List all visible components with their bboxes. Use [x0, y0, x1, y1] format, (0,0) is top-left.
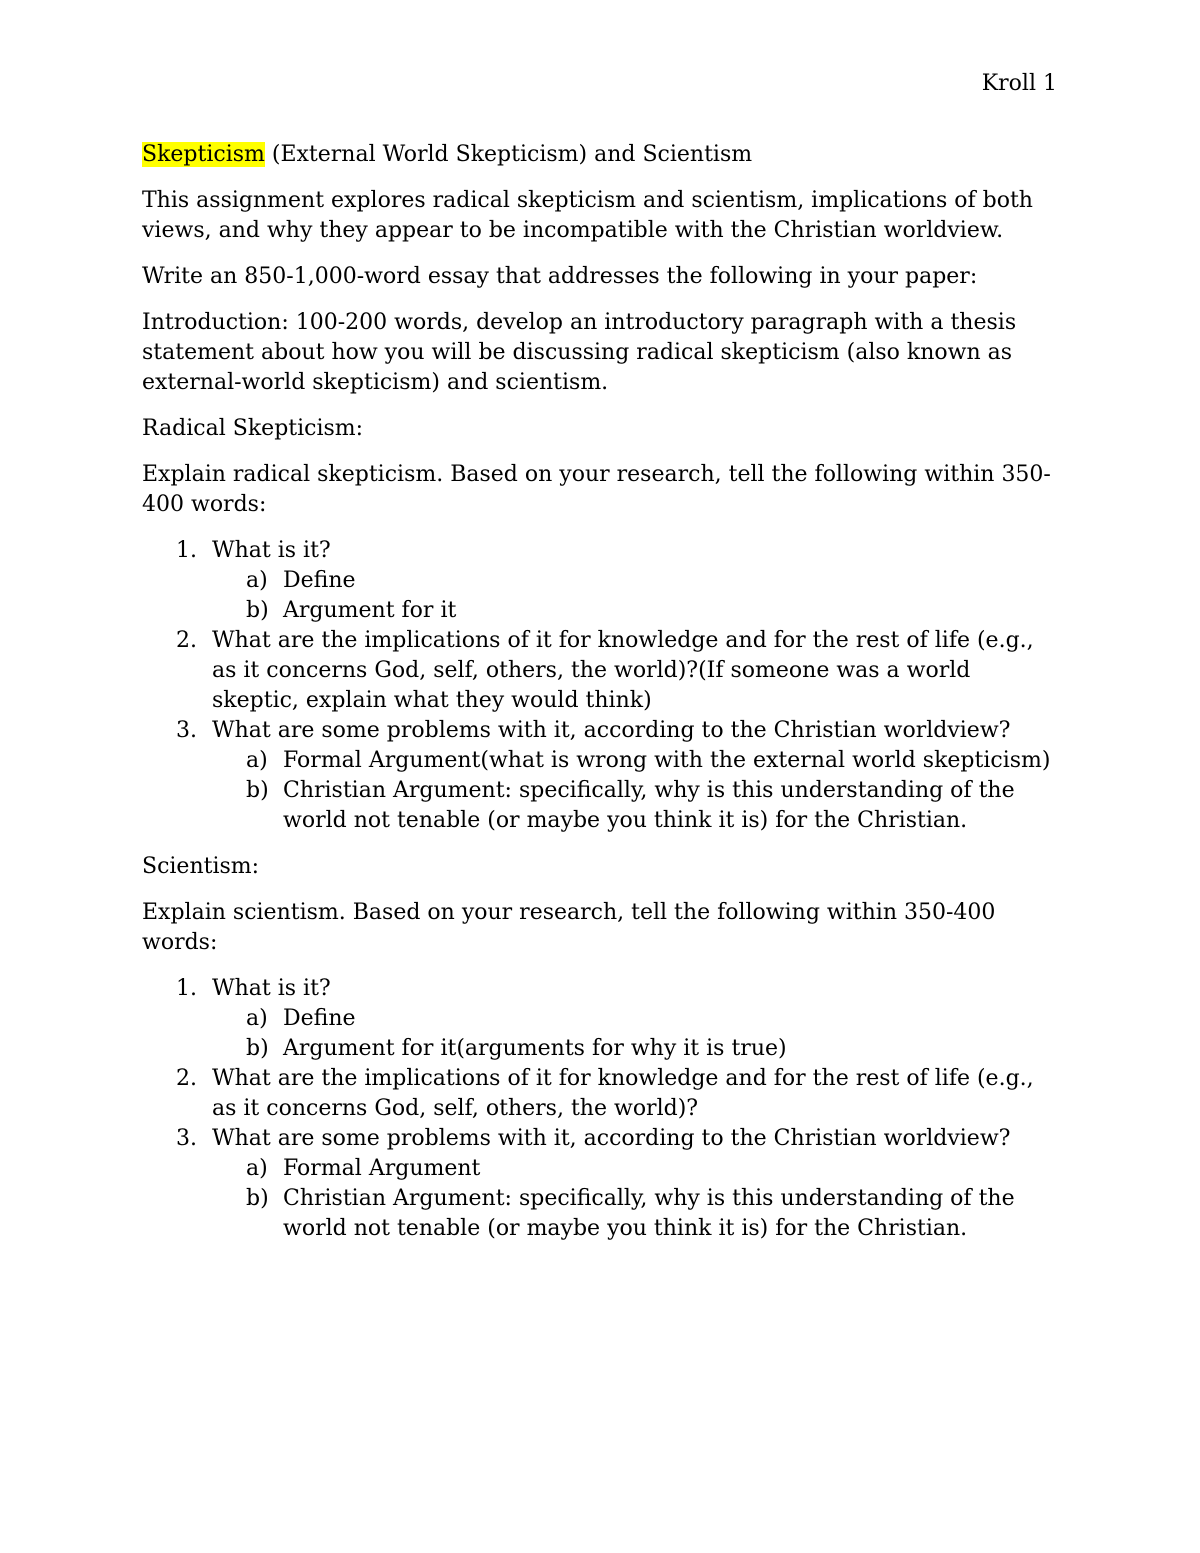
sub-list-item-text: Argument for it(arguments for why it is true): [283, 1036, 787, 1061]
list-item-text: What are the implications of it for knowledge and for the rest of life (e.g., as it concerns God, self, others, the world)?: [212, 1066, 1034, 1121]
highlighted-title-word: Skepticism: [142, 142, 265, 167]
introduction-instruction: Introduction: 100-200 words, develop an introductory paragraph with a thesis statement about how you will be discussing radical skepticism (also known as external-world skepticism) and scientism.: [142, 310, 1017, 395]
sub-list: [212, 566, 1062, 626]
section-instruction-scientism: Explain scientism. Based on your research, tell the following within 350-400 words:: [142, 900, 996, 955]
sub-list-item-text: Argument for it: [283, 598, 457, 623]
sub-list-item: [212, 1184, 1062, 1244]
list-item-text: What is it?: [212, 976, 331, 1001]
sub-list-item: [212, 1154, 1062, 1184]
list-item: [142, 1064, 1062, 1124]
sub-list-letter: a): [246, 568, 268, 593]
sub-list: [212, 1004, 1062, 1064]
list-item-text: What are some problems with it, according to the Christian worldview?: [212, 718, 1011, 743]
section-instruction-radical-skepticism: Explain radical skepticism. Based on your research, tell the following within 350-400 words:: [142, 462, 1051, 517]
sub-list-item-text: Formal Argument(what is wrong with the external world skepticism): [283, 748, 1051, 773]
sub-list-item: [212, 596, 1062, 626]
list-number: 1.: [176, 976, 197, 1001]
list-number: 2.: [176, 628, 197, 653]
list-item: [142, 1124, 1062, 1244]
sub-list: [212, 1154, 1062, 1244]
sub-list-item-text: Christian Argument: specifically, why is this understanding of the world not tenable (or maybe you think it is) for the Christian.: [283, 778, 1015, 833]
sub-list-item-text: Define: [283, 1006, 356, 1031]
list-item: [142, 626, 1062, 716]
section-heading-radical-skepticism: Radical Skepticism:: [142, 416, 364, 441]
sub-list-letter: b): [246, 778, 269, 803]
list-item-text: What are the implications of it for knowledge and for the rest of life (e.g., as it concerns God, self, others, the world)?(If someone was a world skeptic, explain what they would think): [212, 628, 1034, 713]
sub-list-letter: b): [246, 1036, 269, 1061]
assignment-overview: This assignment explores radical skepticism and scientism, implications of both views, and why they appear to be incompatible with the Christian worldview.: [142, 188, 1033, 243]
sub-list-item: [212, 1004, 1062, 1034]
sub-list: [212, 746, 1062, 836]
list-item: [142, 974, 1062, 1064]
sub-list-item: [212, 776, 1062, 836]
document-title: [142, 140, 1062, 170]
list-item: [142, 716, 1062, 836]
page-header: Kroll 1: [981, 71, 1057, 96]
list-item-text: What is it?: [212, 538, 331, 563]
sub-list-letter: b): [246, 598, 269, 623]
radical-skepticism-question-list: [142, 536, 1062, 836]
sub-list-letter: a): [246, 748, 268, 773]
sub-list-item-text: Formal Argument: [283, 1156, 481, 1181]
sub-list-item: [212, 746, 1062, 776]
sub-list-item-text: Christian Argument: specifically, why is this understanding of the world not tenable (or maybe you think it is) for the Christian.: [283, 1186, 1015, 1241]
list-number: 1.: [176, 538, 197, 563]
document-body: [142, 140, 1062, 1260]
list-item: [142, 536, 1062, 626]
sub-list-item-text: Define: [283, 568, 356, 593]
sub-list-letter: a): [246, 1006, 268, 1031]
sub-list-item: [212, 1034, 1062, 1064]
title-rest: (External World Skepticism) and Scientism: [264, 142, 753, 167]
section-heading-scientism: Scientism:: [142, 854, 260, 879]
sub-list-item: [212, 566, 1062, 596]
essay-requirement: Write an 850-1,000-word essay that addresses the following in your paper:: [142, 264, 978, 289]
scientism-question-list: [142, 974, 1062, 1244]
list-number: 2.: [176, 1066, 197, 1091]
sub-list-letter: a): [246, 1156, 268, 1181]
sub-list-letter: b): [246, 1186, 269, 1211]
list-item-text: What are some problems with it, according to the Christian worldview?: [212, 1126, 1011, 1151]
list-number: 3.: [176, 718, 197, 743]
list-number: 3.: [176, 1126, 197, 1151]
